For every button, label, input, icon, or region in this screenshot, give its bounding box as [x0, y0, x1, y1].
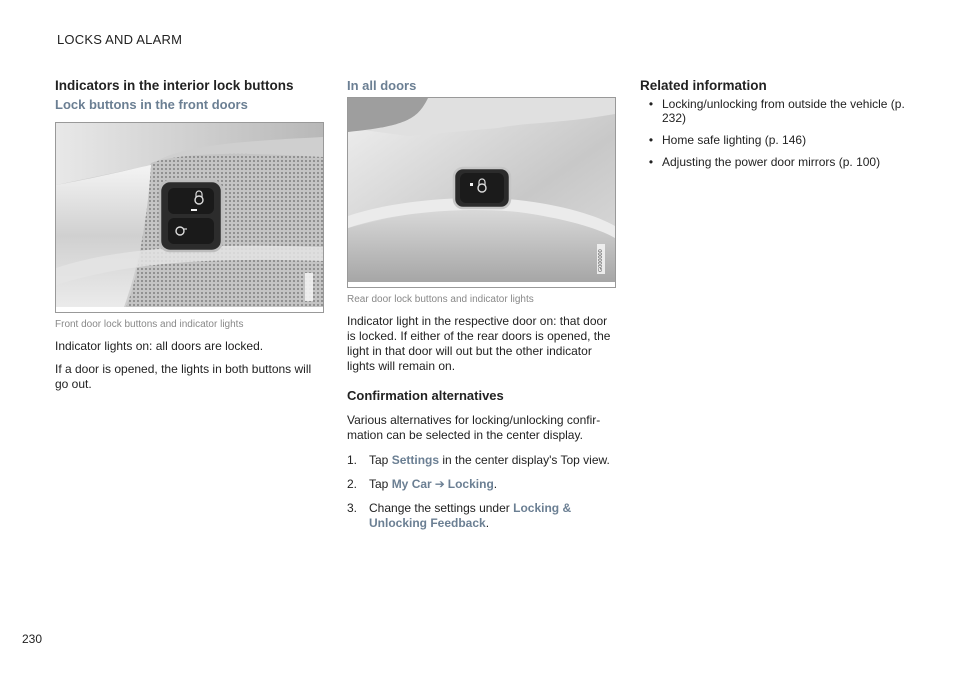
related-information-section — [640, 78, 915, 177]
front-door-section — [55, 78, 323, 400]
rear-door-lock-illustration — [348, 98, 615, 282]
step-post: . — [485, 516, 490, 530]
step-item — [347, 501, 615, 531]
confirmation-title: Confirmation alternatives — [347, 388, 504, 403]
menu-locking: Locking — [447, 477, 494, 491]
running-header: LOCKS AND ALARM — [57, 32, 183, 47]
step-post: . — [493, 477, 498, 491]
page-number: 230 — [22, 632, 43, 646]
menu-locking-feedback: Locking & Unlocking Feedback — [369, 501, 572, 530]
front-door-figure — [55, 122, 324, 313]
step-text — [369, 453, 610, 468]
paragraph: Indicator lights on: all doors are locked. — [55, 339, 264, 353]
step-number: 2. — [347, 477, 358, 491]
all-doors-section — [347, 78, 615, 540]
steps-list — [347, 453, 615, 531]
menu-my-car: My Car — [391, 477, 432, 491]
front-door-caption: Front door lock buttons and indicator lights — [55, 319, 244, 330]
bullet-icon: • — [648, 155, 654, 169]
rear-door-caption: Rear door lock buttons and indicator lights — [347, 294, 534, 305]
step-number: 3. — [347, 501, 358, 515]
step-text — [369, 501, 615, 531]
paragraph: If a door is opened, the lights in both buttons will go out. — [55, 362, 312, 391]
related-list — [640, 97, 915, 169]
step-pre: Tap — [369, 477, 392, 491]
step-item — [347, 477, 615, 492]
step-post: in the center display's Top view. — [439, 453, 610, 467]
related-link[interactable]: Locking/unlocking from outside the vehicle (p. 232) — [662, 97, 905, 125]
step-item — [347, 453, 615, 468]
bullet-icon: • — [648, 133, 654, 147]
related-item[interactable] — [640, 133, 915, 147]
all-doors-subtitle: In all doors — [347, 78, 417, 93]
paragraph: Various alternatives for locking/unlocking confir-mation can be selected in the center display. — [347, 413, 601, 442]
related-item[interactable] — [640, 97, 915, 125]
menu-settings: Settings — [391, 453, 440, 467]
figure-code: G000000 — [598, 249, 604, 272]
front-doors-subtitle: Lock buttons in the front doors — [55, 97, 248, 112]
related-link[interactable]: Adjusting the power door mirrors (p. 100) — [662, 155, 881, 169]
arrow-right-icon: ➔ — [434, 477, 445, 491]
rear-door-figure — [347, 97, 616, 288]
paragraph: Indicator light in the respective door on: that door is locked. If either of the rear doors is opened, the light in that door will out but the other indicator lights will remain on. — [347, 314, 611, 373]
step-pre: Change the settings under — [369, 501, 514, 515]
section-title: Indicators in the interior lock buttons — [55, 78, 294, 93]
step-number: 1. — [347, 453, 358, 467]
step-text — [369, 477, 497, 492]
front-door-lock-illustration — [56, 123, 323, 307]
related-item[interactable] — [640, 155, 915, 169]
bullet-icon: • — [648, 97, 654, 111]
related-link[interactable]: Home safe lighting (p. 146) — [662, 133, 807, 147]
related-title: Related information — [640, 78, 767, 93]
step-pre: Tap — [369, 453, 392, 467]
